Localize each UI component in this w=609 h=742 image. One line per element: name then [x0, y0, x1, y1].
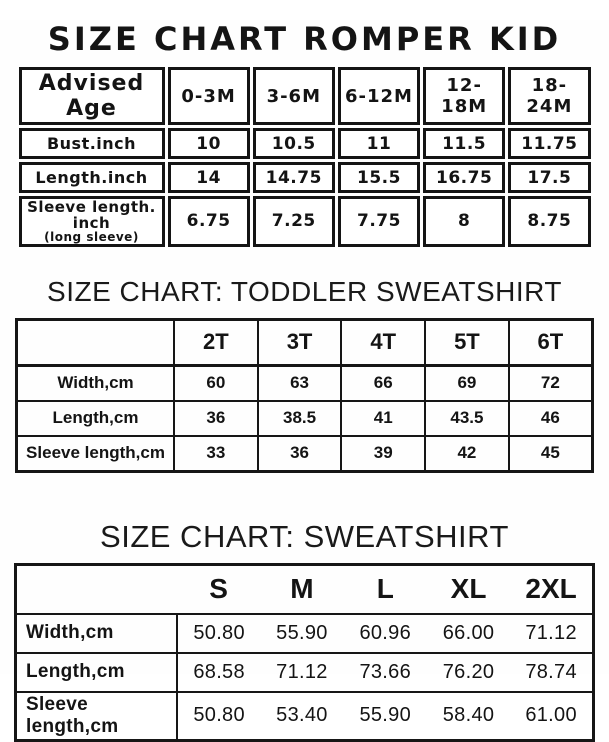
- measurement-value: 50.80: [177, 614, 260, 653]
- size-column-header: 18-24M: [508, 67, 590, 125]
- measurement-value: 36: [258, 436, 342, 472]
- measurement-value: 71.12: [260, 653, 343, 692]
- size-chart-sheet: [0, 20, 609, 737]
- size-column-header: XL: [427, 564, 510, 614]
- measurement-value: 60.96: [344, 614, 427, 653]
- romper-kid-title: SIZE CHART ROMPER KID: [47, 20, 562, 58]
- row-label: Length.inch: [19, 162, 165, 193]
- measurement-value: 11: [338, 128, 420, 159]
- size-column-header: 2XL: [510, 564, 593, 614]
- measurement-value: 8: [423, 196, 505, 247]
- row-label: Sleeve length,cm: [17, 436, 175, 472]
- sweatshirt-table-container: [0, 563, 609, 742]
- row-label: Bust.inch: [19, 128, 165, 159]
- table-row: [16, 653, 594, 692]
- measurement-value: 14.75: [253, 162, 335, 193]
- measurement-value: 33: [174, 436, 258, 472]
- row-sublabel-text: (long sleeve): [44, 229, 139, 244]
- measurement-value: 60: [174, 365, 258, 401]
- corner-header: Advised Age: [19, 67, 165, 125]
- measurement-value: 17.5: [508, 162, 590, 193]
- size-column-header: 0-3M: [168, 67, 250, 125]
- toddler-sweatshirt-table-container: [0, 318, 609, 473]
- header-row: [17, 319, 593, 365]
- measurement-value: 53.40: [260, 692, 343, 741]
- table-row: [17, 401, 593, 436]
- measurement-value: 55.90: [260, 614, 343, 653]
- measurement-value: 55.90: [344, 692, 427, 741]
- table-row: [19, 128, 591, 159]
- row-label: Length,cm: [16, 653, 178, 692]
- size-column-header: S: [177, 564, 260, 614]
- measurement-value: 42: [425, 436, 509, 472]
- size-column-header: 2T: [174, 319, 258, 365]
- table-row: [19, 196, 591, 247]
- size-column-header: 6T: [509, 319, 593, 365]
- measurement-value: 78.74: [510, 653, 593, 692]
- table-row: [17, 365, 593, 401]
- measurement-value: 15.5: [338, 162, 420, 193]
- table-row: [16, 614, 594, 653]
- measurement-value: 50.80: [177, 692, 260, 741]
- measurement-value: 43.5: [425, 401, 509, 436]
- row-label-text: Sleeve length. inch: [27, 198, 156, 232]
- table-row: [19, 162, 591, 193]
- measurement-value: 45: [509, 436, 593, 472]
- measurement-value: 66.00: [427, 614, 510, 653]
- corner-header: [16, 564, 178, 614]
- measurement-value: 7.75: [338, 196, 420, 247]
- sweatshirt-title: SIZE CHART: SWEATSHIRT: [100, 518, 509, 554]
- measurement-value: 16.75: [423, 162, 505, 193]
- measurement-value: 36: [174, 401, 258, 436]
- row-label: Width,cm: [17, 365, 175, 401]
- measurement-value: 46: [509, 401, 593, 436]
- measurement-value: 41: [341, 401, 425, 436]
- measurement-value: 69: [425, 365, 509, 401]
- romper-kid-table-container: [0, 64, 609, 250]
- measurement-value: 39: [341, 436, 425, 472]
- row-label: [19, 196, 165, 247]
- measurement-value: 73.66: [344, 653, 427, 692]
- measurement-value: 11.75: [508, 128, 590, 159]
- row-label: Sleeve length,cm: [16, 692, 178, 741]
- romper-kid-table: [16, 64, 594, 250]
- size-column-header: 4T: [341, 319, 425, 365]
- size-column-header: L: [344, 564, 427, 614]
- measurement-value: 14: [168, 162, 250, 193]
- measurement-value: 71.12: [510, 614, 593, 653]
- measurement-value: 6.75: [168, 196, 250, 247]
- measurement-value: 10: [168, 128, 250, 159]
- size-column-header: 6-12M: [338, 67, 420, 125]
- measurement-value: 66: [341, 365, 425, 401]
- toddler-sweatshirt-title: SIZE CHART: TODDLER SWEATSHIRT: [47, 275, 562, 307]
- header-row: [16, 564, 594, 614]
- toddler-sweatshirt-table: [15, 318, 594, 473]
- measurement-value: 8.75: [508, 196, 590, 247]
- measurement-value: 11.5: [423, 128, 505, 159]
- measurement-value: 38.5: [258, 401, 342, 436]
- size-column-header: 12-18M: [423, 67, 505, 125]
- measurement-value: 10.5: [253, 128, 335, 159]
- row-label: Length,cm: [17, 401, 175, 436]
- size-column-header: 3T: [258, 319, 342, 365]
- size-column-header: 3-6M: [253, 67, 335, 125]
- table-row: [17, 436, 593, 472]
- row-label: Width,cm: [16, 614, 178, 653]
- measurement-value: 58.40: [427, 692, 510, 741]
- header-row: [19, 67, 591, 125]
- table-row: [16, 692, 594, 741]
- corner-header: [17, 319, 175, 365]
- size-column-header: M: [260, 564, 343, 614]
- measurement-value: 61.00: [510, 692, 593, 741]
- measurement-value: 7.25: [253, 196, 335, 247]
- measurement-value: 68.58: [177, 653, 260, 692]
- sweatshirt-table: [14, 563, 595, 742]
- measurement-value: 76.20: [427, 653, 510, 692]
- measurement-value: 72: [509, 365, 593, 401]
- measurement-value: 63: [258, 365, 342, 401]
- size-column-header: 5T: [425, 319, 509, 365]
